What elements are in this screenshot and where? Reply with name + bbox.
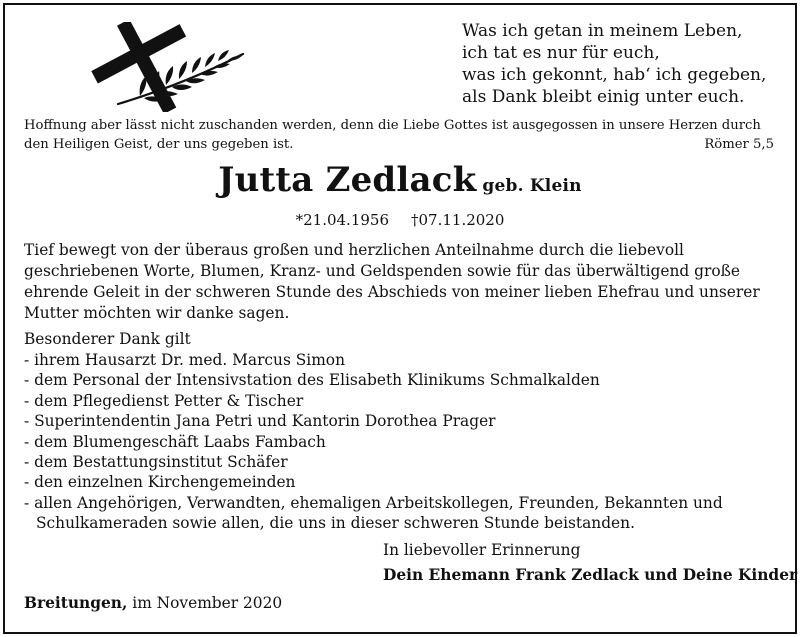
list-item: - allen Angehörigen, Verwandten, ehemaligen Arbeitskollegen, Freunden, Bekannten und [24,493,723,512]
poem-line: was ich gekonnt, hab‘ ich gegeben, [462,65,767,85]
verse-line: Hoffnung aber lässt nicht zuschanden werden, denn die Liebe Gottes ist ausgegossen in unsere Herzen durch [24,118,761,133]
poem-line: ich tat es nur für euch, [462,43,660,63]
place-month: im November 2020 [132,594,283,612]
closing-line: In liebevoller Erinnerung [383,541,581,559]
list-item: - ihrem Hausarzt Dr. med. Marcus Simon [24,351,345,369]
poem-line: Was ich getan in meinem Leben, [462,21,743,41]
cross-with-palm-icon [78,22,248,112]
poem [462,20,782,108]
list-item: - dem Pflegedienst Petter & Tischer [24,391,304,410]
verse-reference: Römer 5,5 [704,137,774,152]
closing [383,540,797,586]
maiden-name: geb. Klein [482,176,582,196]
list-item: - dem Blumengeschäft Laabs Fambach [24,432,326,451]
bible-verse [24,116,774,154]
deceased-name: Jutta Zedlack [218,160,477,200]
thanks-paragraph: Tief bewegt von der überaus großen und herzlichen Anteilnahme durch die liebevoll geschriebenen Worte, Blumen, Kranz- und Geldspenden sowie für das überwältigend große ehrende Geleit in der schweren Stunde des Abschieds von meiner lieben Ehefrau und unserer Mutter möchten wir danke sagen. [24,241,760,322]
list-item: - den einzelnen Kirchengemeinden [24,473,296,492]
life-dates [0,210,800,230]
list-item: Schulkameraden sowie allen, die uns in dieser schweren Stunde beistanden. [36,514,635,533]
list-item: - Superintendentin Jana Petri und Kantorin Dorothea Prager [24,412,496,431]
poem-line: als Dank bleibt einig unter euch. [462,87,745,107]
list-item: - dem Bestattungsinstitut Schäfer [24,453,288,472]
list-item: - dem Personal der Intensivstation des Elisabeth Klinikums Schmalkalden [24,371,600,390]
place-city: Breitungen, [24,594,128,612]
verse-line: den Heiligen Geist, der uns gegeben ist. [24,137,294,152]
death-date: †07.11.2020 [411,211,505,229]
signature-line: Dein Ehemann Frank Zedlack und Deine Kinder [383,566,798,584]
deceased-name-heading [0,160,800,206]
thanks-list [24,350,776,534]
place-date [24,593,282,614]
thanks-intro: Besonderer Dank gilt [24,330,191,348]
birth-date: *21.04.1956 [295,211,389,229]
